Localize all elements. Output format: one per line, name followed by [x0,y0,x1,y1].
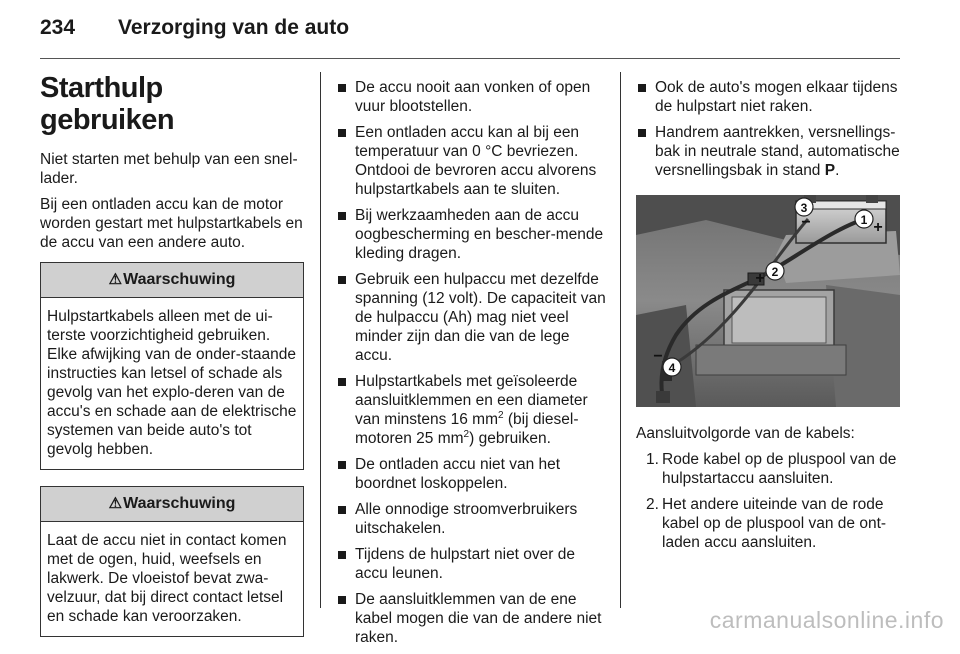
step-item: 1. Rode kabel op de pluspool van de hulpstartaccu aansluiten. [646,451,897,487]
sequence-title: Aansluitvolgorde van de kabels: [636,425,855,442]
jump-start-illustration [636,195,900,407]
warning-box-2 [40,486,304,637]
precaution-list-continued [636,78,904,180]
column-divider [320,72,321,608]
connection-steps [636,450,904,552]
column-divider [620,72,621,608]
warning-header [41,263,303,298]
warning-triangle-icon: ⚠ [108,495,123,512]
list-item: Alle onnodige stroomverbruikers uitschakelen. [336,500,606,538]
intro-paragraph-2: Bij een ontladen accu kan de motor worden gestart met hulpstartkabels en de accu van een andere auto. [40,196,303,251]
page-number: 234 [40,16,76,39]
warning-header [41,487,303,522]
warning-text: Laat de accu niet in contact komen met de ogen, huid, weefsels en lakwerk. De vloeistof bevat zwa-velzuur, dat bij direct contact letsel en schade kan veroorzaken. [47,532,287,625]
page-header [40,16,900,44]
precaution-list [336,78,606,647]
warning-text: Hulpstartkabels alleen met de ui-terste voorzichtigheid gebruiken. Elke afwijking van de onder-staande instructies kan letsel of schade als gevolg van het explo-deren van de accu's en schade aan de elektrische systemen van beide auto's tot gevolg hebben. [47,308,297,458]
column-middle [336,78,606,654]
list-item: De ontladen accu niet van het boordnet loskoppelen. [336,455,606,493]
plus-sign: + [873,219,883,236]
chapter-title: Verzorging van de auto [118,16,350,39]
svg-text:2: 2 [771,265,779,279]
svg-text:4: 4 [668,361,676,375]
minus-sign: − [653,348,663,365]
step-item: 2. Het andere uiteinde van de rode kabel op de pluspool van de ont-laden accu aansluiten. [646,496,887,551]
svg-text:3: 3 [800,201,808,215]
list-item: De accu nooit aan vonken of open vuur blootstellen. [336,78,606,116]
list-item-cable-diameter: Hulpstartkabels met geïsoleerde aansluitklemmen en een diameter van minstens 16 $mm^2$ (bij diesel-motoren 25 $mm^2$) gebruiken. [336,372,606,448]
list-item: De aansluitklemmen van de ene kabel mogen die van de andere niet raken. [336,590,606,647]
watermark: carmanualsonline.info [709,607,944,633]
plus-sign: + [755,270,765,287]
list-item: Gebruik een hulpaccu met dezelfde spanning (12 volt). De capaciteit van de hulpaccu (Ah) mag niet veel minder zijn dan die van de lege accu. [336,270,606,365]
svg-text:1: 1 [860,213,868,227]
list-item: Een ontladen accu kan al bij een temperatuur van 0 °C bevriezen. Ontdooi de bevroren accu alvorens hulpstartkabels aan te sluiten. [336,123,606,199]
warning-title: Waarschuwing [123,495,236,512]
list-item: Ook de auto's mogen elkaar tijdens de hulpstart niet raken. [636,78,904,116]
list-item: Bij werkzaamheden aan de accu oogbescherming en bescher-mende kleding dragen. [336,206,606,263]
column-right [636,78,904,559]
intro-paragraph-1: Niet starten met behulp van een snel-lader. [40,151,298,187]
warning-triangle-icon: ⚠ [108,271,123,288]
minus-sign: − [801,214,811,231]
warning-title: Waarschuwing [123,271,236,288]
column-left [40,72,304,637]
section-title: Starthulp gebruiken [40,72,175,136]
warning-box-1 [40,262,304,470]
list-item-handbrake: Handrem aantrekken, versnellings-bak in neutrale stand, automatische versnellingsbak in stand P. [636,123,904,180]
header-divider [40,58,900,59]
list-item: Tijdens de hulpstart niet over de accu leunen. [336,545,606,583]
